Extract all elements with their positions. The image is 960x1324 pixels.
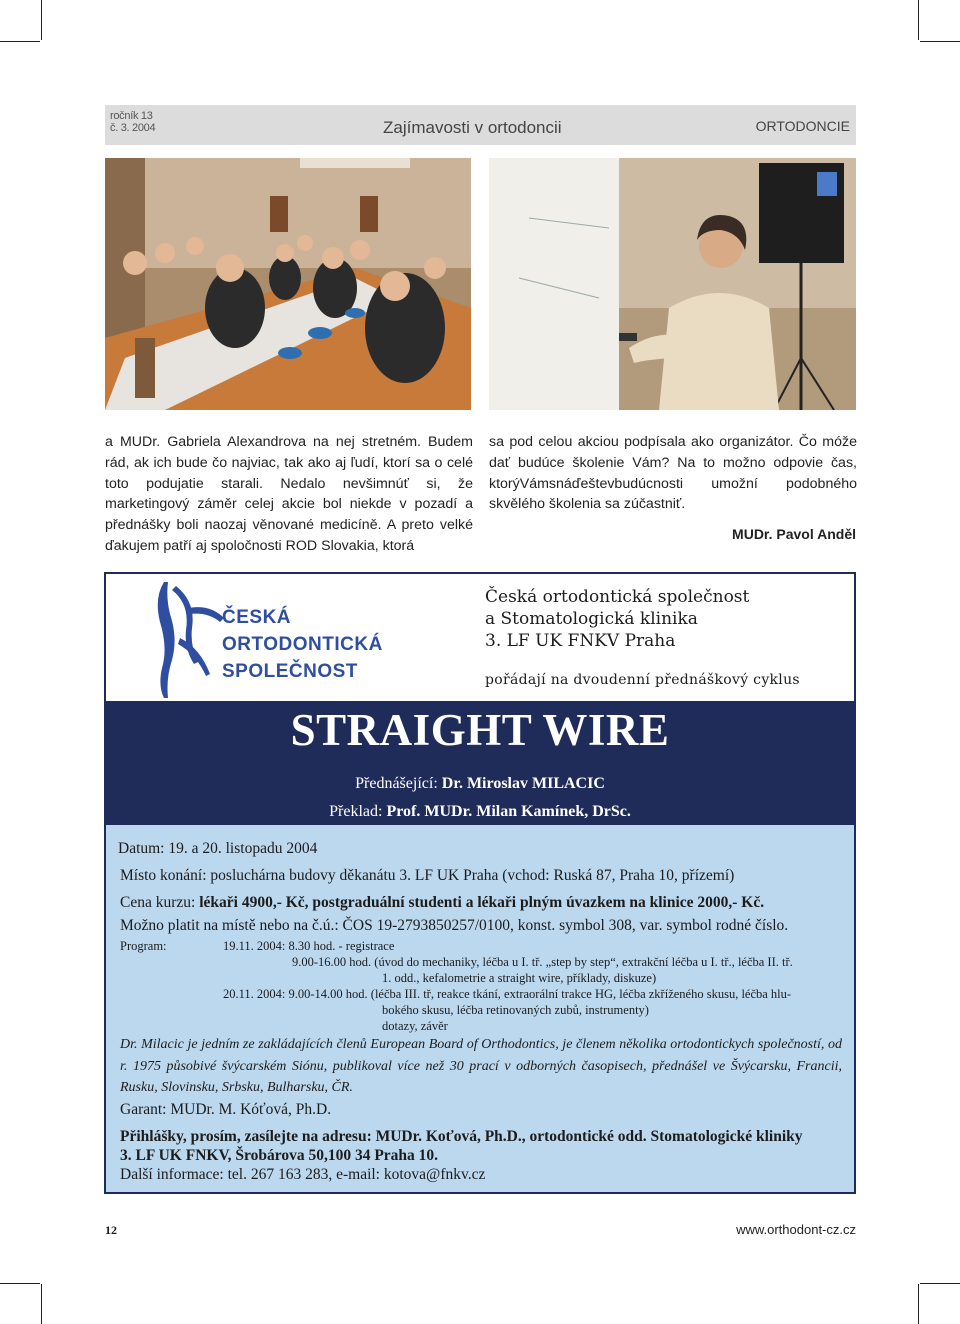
section-label: ORTODONCIE bbox=[755, 118, 850, 134]
translator-name: Prof. MUDr. Milan Kamínek, DrSc. bbox=[386, 803, 631, 820]
article-paragraph: sa pod celou akciou podpísala ako organizátor. Čo móže dať budúce školenie Vám? Na to možno odpovie čas, ktorýVámsnáďeštevbudúcnosti umožní podobného skvělého školenia sa zúčastniť. bbox=[489, 434, 857, 513]
article-signature: MUDr. Pavol Anděl bbox=[732, 526, 856, 542]
logo-line: ČESKÁ bbox=[222, 607, 292, 628]
program-label: Program: bbox=[120, 939, 167, 953]
page-header bbox=[105, 105, 856, 145]
application-line-1: Přihlášky, prosím, zasílejte na adresu: MUDr. Koťová, Ph.D., ortodontické odd. Stomatologické kliniky bbox=[120, 1128, 803, 1145]
website-link[interactable]: www.orthodont-cz.cz bbox=[736, 1222, 856, 1237]
speaker-photo bbox=[489, 158, 856, 410]
course-advertisement bbox=[104, 572, 856, 1194]
crop-mark bbox=[41, 1284, 42, 1324]
price-value: lékaři 4900,- Kč, postgraduální studenti a lékaři plným úvazkem na klinice 2000,- Kč. bbox=[199, 894, 765, 911]
article-paragraph: a MUDr. Gabriela Alexandrova na nej stretném. Budem rád, ak ich bude čo najviac, tak ako aj ľudí, ktorí sa o celé toto podujatie starali. Nedalo nevšimnúť si, že marketingový záměr celej akcie bol niekde v pozadí a přednášky boli naozaj věnované medicíně. A preto velké ďakujem patří aj spoločnosti ROD Slovakia, ktorá bbox=[105, 434, 473, 554]
course-title: STRAIGHT WIRE bbox=[290, 705, 670, 755]
organizer-line: Česká ortodontická společnost bbox=[485, 587, 750, 607]
volume-label: ročník 13 bbox=[110, 110, 153, 122]
organizes-text: pořádají na dvoudenní přednáškový cyklus bbox=[485, 672, 800, 688]
crop-mark bbox=[41, 0, 42, 40]
lecturer-line bbox=[106, 775, 854, 793]
program-item: 20.11. 2004: 9.00-14.00 hod. (léčba III. tř, reakce tkání, extraorální trakce HG, léčba zkříženého skusu, léčba hlu- bbox=[223, 987, 792, 1001]
course-date: Datum: 19. a 20. listopadu 2004 bbox=[118, 840, 318, 857]
course-price bbox=[120, 894, 764, 912]
program-item: bokého skusu, léčba retinovaných zubů, instrumenty) bbox=[382, 1003, 649, 1017]
ad-top-panel bbox=[106, 574, 854, 701]
page-title: Zajímavosti v ortodoncii bbox=[383, 118, 562, 137]
crop-mark bbox=[0, 41, 40, 42]
price-label: Cena kurzu: bbox=[120, 894, 196, 911]
article-left-column bbox=[105, 432, 473, 557]
organizer-line: a Stomatologická klinika bbox=[485, 609, 698, 629]
lecturer-name: Dr. Miroslav MILACIC bbox=[441, 775, 605, 792]
contact-info: Další informace: tel. 267 163 283, e-mail: kotova@fnkv.cz bbox=[120, 1166, 486, 1183]
program-item: 9.00-16.00 hod. (úvod do mechaniky, léčba u I. tř. „step by step“, extrakční léčba u I. tř., léčba II. tř. bbox=[292, 955, 793, 969]
program-item: 1. odd., kefalometrie a straight wire, příklady, diskuze) bbox=[382, 971, 657, 985]
guarantor: Garant: MUDr. M. Kóťová, Ph.D. bbox=[120, 1101, 332, 1118]
crop-mark bbox=[920, 1283, 960, 1284]
organizers bbox=[485, 586, 749, 652]
organizer-line: 3. LF UK FNKV Praha bbox=[485, 631, 676, 651]
logo-line: ORTODONTICKÁ bbox=[222, 634, 383, 655]
program-item: dotazy, závěr bbox=[382, 1019, 448, 1033]
society-logo-text bbox=[222, 604, 383, 685]
program-item: 19.11. 2004: 8.30 hod. - registrace bbox=[223, 939, 395, 953]
issue-label: č. 3. 2004 bbox=[110, 122, 156, 134]
society-logo-icon bbox=[150, 578, 230, 700]
logo-line: SPOLEČNOST bbox=[222, 661, 358, 682]
page-number: 12 bbox=[105, 1223, 117, 1237]
course-venue: Místo konání: posluchárna budovy děkanátu 3. LF UK Praha (vchod: Ruská 87, Praha 10, přízemí) bbox=[120, 867, 735, 884]
translator-line bbox=[106, 803, 854, 821]
issue-info bbox=[110, 110, 155, 134]
payment-info: Možno platit na místě nebo na č.ú.: ČOS 19-2793850257/0100, konst. symbol 308, var. symbol rodné číslo. bbox=[120, 917, 789, 934]
article-right-column bbox=[489, 432, 857, 515]
translator-label: Překlad: bbox=[329, 803, 383, 820]
crop-mark bbox=[918, 0, 919, 40]
application-line-2: 3. LF UK FNKV, Šrobárova 50,100 34 Praha 10. bbox=[120, 1147, 439, 1164]
audience-photo bbox=[105, 158, 471, 410]
lecturer-label: Přednášející: bbox=[355, 775, 438, 792]
crop-mark bbox=[918, 1284, 919, 1324]
crop-mark bbox=[0, 1283, 40, 1284]
crop-mark bbox=[920, 41, 960, 42]
lecturer-bio: Dr. Milacic je jedním ze zakládajících členů European Board of Orthodontics, je členem několika ortodontickych společností, od r. 1975 působivé švýcarském Siónu, publikoval více než 30 prací v odborných časopisech, přednášel ve Švýcarsku, Francii, Rusku, Slovinsku, Srbsku, Bulharsku, ČR. bbox=[120, 1037, 842, 1095]
